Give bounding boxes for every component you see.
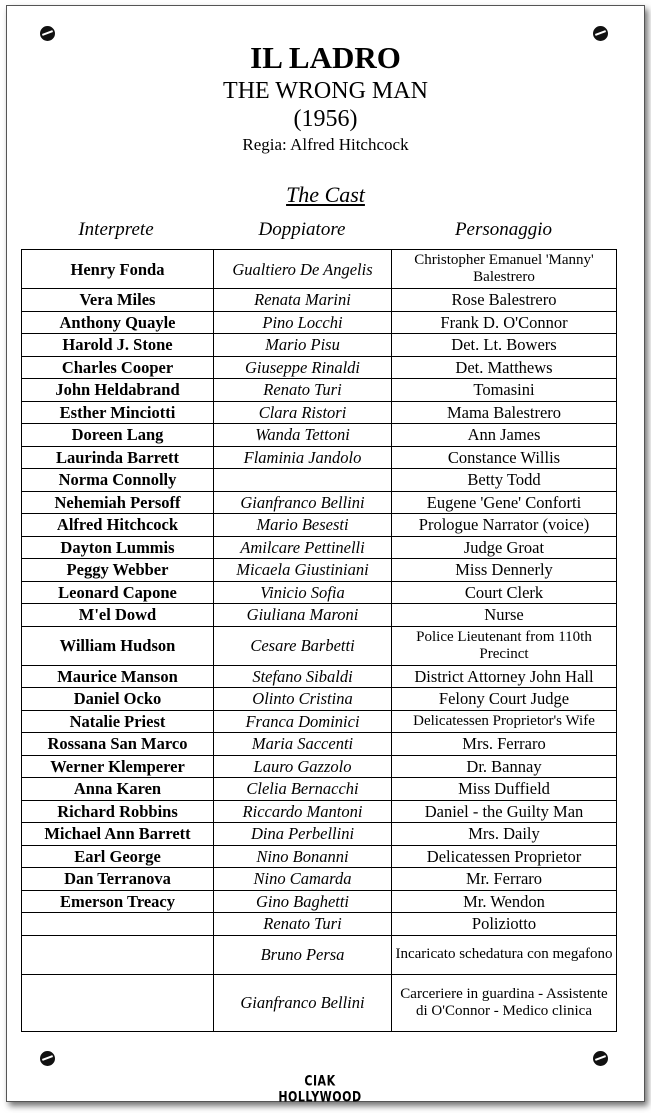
director-credit: Regia: Alfred Hitchcock (242, 135, 409, 154)
screw-icon (593, 26, 608, 41)
ciak-hollywood-logo: CIAK HOLLYWOOD (278, 1072, 362, 1106)
cast-actor: Nehemiah Persoff (22, 491, 214, 514)
table-row (22, 469, 617, 492)
cast-character: Tomasini (392, 379, 617, 402)
cast-character: Det. Matthews (392, 356, 617, 379)
cast-dubber: Gino Baghetti (214, 890, 392, 913)
cast-dubber: Gianfranco Bellini (214, 491, 392, 514)
cast-character: Mama Balestrero (392, 401, 617, 424)
cast-character: Christopher Emanuel 'Manny' Balestrero (392, 250, 617, 289)
cast-dubber: Micaela Giustiniani (214, 559, 392, 582)
cast-character: District Attorney John Hall (392, 665, 617, 688)
table-row (22, 800, 617, 823)
cast-dubber: Giuliana Maroni (214, 604, 392, 627)
cast-actor: Henry Fonda (22, 250, 214, 289)
table-row (22, 974, 617, 1031)
cast-dubber: Gualtiero De Angelis (214, 250, 392, 289)
cast-actor: Harold J. Stone (22, 334, 214, 357)
cast-dubber: Dina Perbellini (214, 823, 392, 846)
cast-dubber: Cesare Barbetti (214, 626, 392, 665)
table-row (22, 778, 617, 801)
table-row (22, 289, 617, 312)
table-row (22, 581, 617, 604)
cast-dubber: Riccardo Mantoni (214, 800, 392, 823)
cast-dubber: Amilcare Pettinelli (214, 536, 392, 559)
cast-actor: Anthony Quayle (22, 311, 214, 334)
table-row (22, 845, 617, 868)
table-row (22, 334, 617, 357)
cast-character: Frank D. O'Connor (392, 311, 617, 334)
cast-actor: Anna Karen (22, 778, 214, 801)
cast-dubber: Stefano Sibaldi (214, 665, 392, 688)
cast-character: Felony Court Judge (392, 688, 617, 711)
cast-dubber: Maria Saccenti (214, 733, 392, 756)
cast-character: Incaricato schedatura con megafono (392, 935, 617, 974)
screw-icon (40, 26, 55, 41)
cast-actor (22, 913, 214, 936)
cast-actor: Dayton Lummis (22, 536, 214, 559)
table-row (22, 604, 617, 627)
cast-actor: Esther Minciotti (22, 401, 214, 424)
table-row (22, 311, 617, 334)
table-row (22, 250, 617, 289)
table-row (22, 890, 617, 913)
cast-actor: Natalie Priest (22, 710, 214, 733)
table-row (22, 733, 617, 756)
cast-dubber: Clelia Bernacchi (214, 778, 392, 801)
table-row (22, 710, 617, 733)
cast-dubber: Gianfranco Bellini (214, 974, 392, 1031)
column-header-actor: Interprete (78, 219, 154, 240)
cast-actor: Earl George (22, 845, 214, 868)
table-row (22, 665, 617, 688)
cast-actor: Alfred Hitchcock (22, 514, 214, 537)
cast-character: Delicatessen Proprietor (392, 845, 617, 868)
film-year: (1956) (293, 106, 358, 132)
cast-actor: Dan Terranova (22, 868, 214, 891)
table-row (22, 935, 617, 974)
cast-character: Dr. Bannay (392, 755, 617, 778)
cast-dubber: Bruno Persa (214, 935, 392, 974)
cast-actor: M'el Dowd (22, 604, 214, 627)
screw-icon (40, 1051, 55, 1066)
screw-icon (593, 1051, 608, 1066)
table-row (22, 688, 617, 711)
table-row (22, 913, 617, 936)
cast-character: Delicatessen Proprietor's Wife (392, 710, 617, 733)
cast-dubber: Renato Turi (214, 913, 392, 936)
cast-character: Carceriere in guardina - Assistente di O'Connor - Medico clinica (392, 974, 617, 1031)
cast-actor: Daniel Ocko (22, 688, 214, 711)
cast-actor: Norma Connolly (22, 469, 214, 492)
cast-heading: The Cast (286, 182, 365, 207)
cast-actor (22, 974, 214, 1031)
cast-dubber: Nino Bonanni (214, 845, 392, 868)
cast-actor (22, 935, 214, 974)
cast-dubber: Mario Besesti (214, 514, 392, 537)
table-row (22, 626, 617, 665)
cast-dubber: Wanda Tettoni (214, 424, 392, 447)
table-row (22, 559, 617, 582)
cast-character: Betty Todd (392, 469, 617, 492)
cast-actor: Emerson Treacy (22, 890, 214, 913)
cast-dubber: Nino Camarda (214, 868, 392, 891)
cast-dubber: Lauro Gazzolo (214, 755, 392, 778)
cast-dubber: Clara Ristori (214, 401, 392, 424)
column-header-character: Personaggio (454, 219, 553, 240)
cast-actor: Doreen Lang (22, 424, 214, 447)
cast-character: Mr. Ferraro (392, 868, 617, 891)
cast-actor: Charles Cooper (22, 356, 214, 379)
cast-dubber (214, 469, 392, 492)
cast-character: Mrs. Ferraro (392, 733, 617, 756)
cast-character: Rose Balestrero (392, 289, 617, 312)
cast-character: Mr. Wendon (392, 890, 617, 913)
cast-character: Court Clerk (392, 581, 617, 604)
table-row (22, 514, 617, 537)
cast-character: Mrs. Daily (392, 823, 617, 846)
cast-dubber: Giuseppe Rinaldi (214, 356, 392, 379)
cast-actor: William Hudson (22, 626, 214, 665)
cast-character: Judge Groat (392, 536, 617, 559)
table-row (22, 823, 617, 846)
film-title: IL LADRO (250, 40, 401, 75)
cast-character: Miss Duffield (392, 778, 617, 801)
table-row (22, 356, 617, 379)
film-english-title: THE WRONG MAN (223, 78, 428, 104)
cast-character: Constance Willis (392, 446, 617, 469)
cast-dubber: Mario Pisu (214, 334, 392, 357)
table-row (22, 491, 617, 514)
cast-dubber: Vinicio Sofia (214, 581, 392, 604)
cast-actor: Rossana San Marco (22, 733, 214, 756)
table-row (22, 424, 617, 447)
cast-character: Prologue Narrator (voice) (392, 514, 617, 537)
table-row (22, 868, 617, 891)
cast-dubber: Pino Locchi (214, 311, 392, 334)
cast-actor: Leonard Capone (22, 581, 214, 604)
cast-character: Eugene 'Gene' Conforti (392, 491, 617, 514)
cast-dubber: Franca Dominici (214, 710, 392, 733)
table-row (22, 755, 617, 778)
cast-character: Nurse (392, 604, 617, 627)
cast-actor: Michael Ann Barrett (22, 823, 214, 846)
cast-character: Ann James (392, 424, 617, 447)
cast-actor: Laurinda Barrett (22, 446, 214, 469)
cast-actor: Maurice Manson (22, 665, 214, 688)
cast-actor: Peggy Webber (22, 559, 214, 582)
cast-character: Police Lieutenant from 110th Precinct (392, 626, 617, 665)
cast-dubber: Flaminia Jandolo (214, 446, 392, 469)
cast-character: Miss Dennerly (392, 559, 617, 582)
table-row (22, 446, 617, 469)
cast-table (21, 249, 617, 1032)
cast-actor: Richard Robbins (22, 800, 214, 823)
cast-dubber: Olinto Cristina (214, 688, 392, 711)
table-row (22, 379, 617, 402)
cast-dubber: Renata Marini (214, 289, 392, 312)
cast-character: Det. Lt. Bowers (392, 334, 617, 357)
table-row (22, 401, 617, 424)
cast-character: Daniel - the Guilty Man (392, 800, 617, 823)
cast-dubber: Renato Turi (214, 379, 392, 402)
column-header-dubber: Doppiatore (258, 219, 346, 240)
cast-character: Poliziotto (392, 913, 617, 936)
table-row (22, 536, 617, 559)
cast-actor: Vera Miles (22, 289, 214, 312)
cast-actor: Werner Klemperer (22, 755, 214, 778)
cast-actor: John Heldabrand (22, 379, 214, 402)
